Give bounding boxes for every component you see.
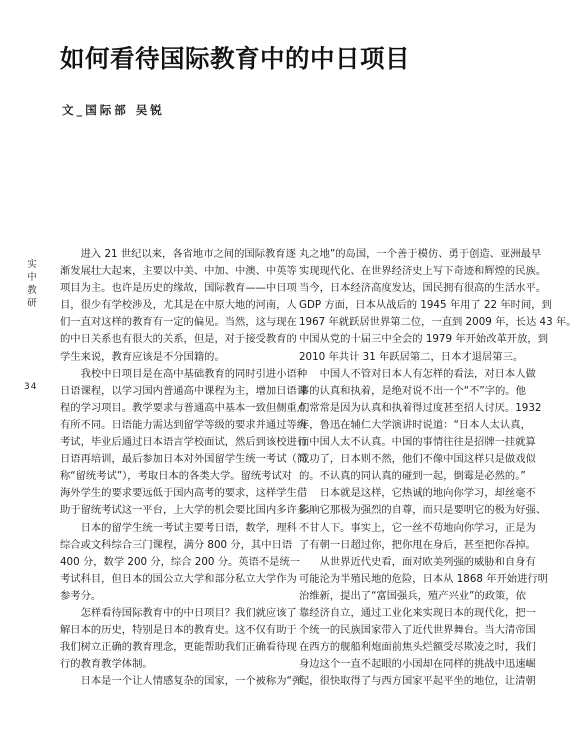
body-text-line: 考试，毕业后通过日本语言学校面试，然后到该校进行 <box>60 436 308 449</box>
left-column <box>60 246 318 690</box>
byline: 文_国际部 吴锐 <box>62 103 165 117</box>
body-text-line: 中国人不管对日本人有怎样的看法，对日本人做 <box>319 367 536 380</box>
body-text-line: 称“留统考试”），考取日本的各类大学。留统考试对 <box>60 470 293 483</box>
body-text-line: 助于留统考试这一平台，上大学的机会要比国内多许多。 <box>60 504 318 517</box>
body-text-line: 程的学习项目。教学要求与普通高中基本一致但侧重点 <box>60 401 308 414</box>
body-text-line: 了有朝一日超过你，把你甩在身后，甚至把你吞掉。 <box>299 538 536 551</box>
body-text-line: 考试科目，但日本的国公立大学和部分私立大学作为 <box>60 572 297 585</box>
section-label-char: 实 <box>27 259 37 270</box>
body-text-line: 起，很快取得了与西方国家平起平坐的地位，让清朝 <box>299 675 536 688</box>
body-text-line: 行的教育教学体制。 <box>60 658 153 671</box>
body-text-line: 参考分。 <box>60 589 102 602</box>
body-text-line: 目，很少有学校涉及，尤其是在中原大地的河南，人 <box>60 299 297 312</box>
body-text-line: 怎样看待国际教育中的中日项目？我们就应该了 <box>80 606 297 619</box>
body-text-line: 的。不认真的同认真的碰到一起，倒霉是必然的。” <box>299 470 526 483</box>
body-text-line: 我们树立正确的教育理念，更能帮助我们正确看待现 <box>60 641 297 654</box>
body-text-line: 学生来说，教育应该是不分国籍的。 <box>60 350 225 363</box>
body-text-line: 渐发展壮大起来，主要以中美、中加、中澳、中英等 <box>60 265 297 278</box>
body-text-line: 的中日关系也有很大的关系，但是，对于接受教育的 <box>60 333 297 346</box>
body-text-line: 可能沦为半殖民地的危险，日本从 1868 年开始进行明 <box>299 572 548 585</box>
article-title: 如何看待国际教育中的中日项目 <box>60 44 410 73</box>
body-text-line: 解日本的历史，特别是日本的教育史。这不仅有助于 <box>60 624 297 637</box>
section-label-char: 研 <box>27 298 37 309</box>
body-text-line: 从世界近代史看，面对欧美列强的威胁和自身有 <box>319 555 536 568</box>
body-text-line: 靠经济自立，通过工业化来实现日本的现代化，把一 <box>299 606 536 619</box>
body-text-line: 综合或文科综合三门课程，满分 800 分，其中日语 <box>60 538 293 551</box>
body-text-line: 而中国人太不认真。中国的事情往往是招牌一挂就算 <box>299 436 536 449</box>
body-text-line: 当今，日本经济高度发达，国民拥有很高的生活水平。 <box>299 282 547 295</box>
body-text-line: 成功了，日本则不然，他们不像中国这样只是做戏似 <box>299 453 536 466</box>
section-label-char: 教 <box>27 285 37 296</box>
body-text-line: 日本的留学生统一考试主要考日语，数学，理科 <box>80 521 297 534</box>
body-text-line: 在西方的舰船利炮面前焦头烂额受尽欺凌之时，我们 <box>299 641 536 654</box>
body-text-line: 们一直对这样的教育有一定的偏见。当然，这与现在 <box>60 316 297 329</box>
body-text-line: 日本就是这样，它热诚的地向你学习，却丝毫不 <box>319 487 536 500</box>
body-text-line: 们常常是因为认真和执着得过度甚至招人讨厌。1932 <box>299 401 542 414</box>
body-text-line: GDP 方面，日本从战后的 1945 年用了 22 年时间，到 <box>299 299 552 312</box>
body-text-line: 事的认真和执着，是绝对说不出一个“不”字的。他 <box>299 384 526 397</box>
body-text-line: 项目为主。也许是历史的缘故，国际教育——中日项 <box>60 282 297 295</box>
section-label <box>26 258 38 310</box>
right-column <box>299 246 577 690</box>
body-text-line: 中国从党的十届三中全会的 1979 年开始改革开放，到 <box>299 333 548 346</box>
body-text-line: 年，鲁迅在辅仁大学演讲时说道：“日本人太认真， <box>299 418 531 431</box>
body-text-line: 影响它那极为强烈的自尊，而只是要明它的极为好强、 <box>299 504 547 517</box>
body-text-line: 实现现代化、在世界经济史上写下奇迹和辉煌的民族。 <box>299 265 547 278</box>
body-text-line: 不甘人下。事实上，它一丝不苟地向你学习，正是为 <box>299 521 536 534</box>
body-text-line: 丸之地”的岛国，一个善于模仿、勇于创造、亚洲最早 <box>299 248 542 260</box>
body-text-line: 海外学生的要求要远低于国内高考的要求，这样学生借 <box>60 487 308 500</box>
body-text-line: 日语课程，以学习国内普通高中课程为主，增加日语课 <box>60 384 308 397</box>
body-text-line: 1967 年就跃居世界第二位，一直到 2009 年，长达 43 年。 <box>299 316 577 329</box>
body-text-line: 400 分，数学 200 分，综合 200 分。英语不是统一 <box>60 555 301 568</box>
body-text-line: 身边这个一直不起眼的小国却在同样的挑战中迅速崛 <box>299 658 536 671</box>
section-label-char: 中 <box>27 272 37 283</box>
body-text-line: 我校中日项目是在高中基础教育的同时引进小语种 <box>80 367 308 380</box>
body-text-line: 进入 21 世纪以来，各省地市之间的国际教育逐 <box>80 248 296 260</box>
body-text-line: 个统一的民族国家带入了近代世界舞台。当大清帝国 <box>299 624 536 637</box>
body-text-line: 日本是一个让人情感复杂的国家，一个被称为“弹 <box>80 675 303 688</box>
body-text-line: 日语再培训，最后参加日本对外国留学生统一考试（简 <box>60 453 308 466</box>
body-text-line: 治维新，提出了“富国强兵，殖产兴业”的政策，依 <box>299 589 526 602</box>
body-text-line: 2010 年共计 31 年跃居第二，日本才退居第三。 <box>299 350 524 363</box>
page-number: 34 <box>24 382 38 392</box>
body-text-line: 有所不同。日语能力需达到留学等级的要求并通过等级 <box>60 418 308 431</box>
